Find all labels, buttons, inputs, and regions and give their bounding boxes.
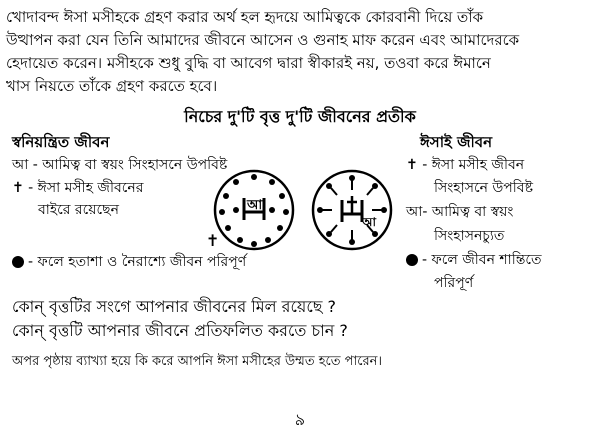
cross-icon: ✝	[12, 180, 24, 196]
right-item-christ	[406, 153, 524, 177]
page-number: ৯	[294, 410, 306, 429]
cross-icon: ✝	[406, 157, 418, 173]
left-item-christ-line2: বাইরে রয়েছেন	[38, 202, 119, 218]
left-item-christ	[12, 176, 143, 200]
section-heading: নিচের দু'টি বৃত্ত দু'টি জীবনের প্রতীক	[184, 107, 416, 126]
left-item-result-text: - ফলে হতাশা ও নৈরাশ্যে জীবন পরিপূর্ণ	[28, 254, 247, 270]
right-item-result-line2: পরিপূর্ণ	[434, 275, 474, 291]
intro-line: উত্থাপন করা যেন তিনি আমাদের জীবনে আসেন ও গুনাহ মাফ করেন এবং আমাদেরকে	[6, 31, 520, 49]
bullet-icon	[12, 256, 24, 268]
cross-icon: ✝	[206, 231, 220, 250]
two-circles-diagram	[206, 166, 402, 266]
christian-life-circle	[313, 171, 391, 249]
right-item-self-line1: আ- আমিত্ব বা স্বয়ং	[406, 204, 514, 220]
question-line: কোন্ বৃত্তটি আপনার জীবনে প্রতিফলিত করতে চান ?	[12, 321, 348, 340]
self-directed-circle	[215, 171, 293, 249]
intro-line: খোদাবন্দ ঈসা মসীহকে গ্রহণ করার অর্থ হল হৃদয়ে আমিত্বকে কোরবানী দিয়ে তাঁক	[6, 8, 484, 26]
left-item-christ-line1: - ঈসা মসীহ জীবনের	[23, 180, 144, 196]
self-label: আ	[247, 198, 263, 213]
intro-paragraph	[6, 6, 594, 98]
right-item-christ-line2: সিংহাসনে উপবিষ্ট	[434, 180, 533, 196]
intro-line: খাস নিয়তে তাঁকে গ্রহণ করতে হবে।	[6, 77, 218, 95]
bullet-icon	[406, 254, 418, 266]
right-item-result	[406, 248, 542, 272]
right-item-self-line2: সিংহাসনচ্যুত	[434, 228, 505, 244]
intro-line: হেদায়েত করেন। মসীহকে শুধু বুদ্ধি বা আবেগ দ্বারা স্বীকারই নয়, তওবা করে ঈমানে	[6, 54, 491, 72]
right-item-result-line1: - ফলে জীবন শান্তিতে	[422, 252, 542, 268]
right-column-title: ঈসাই জীবন	[420, 133, 493, 151]
question-line: কোন্ বৃত্তটির সংগে আপনার জীবনের মিল রয়েছে ?	[12, 297, 337, 316]
footnote: অপর পৃষ্ঠায় ব্যাখ্যা হয়ে কি করে আপনি ঈসা মসীহের উম্মত হতে পারেন।	[12, 354, 383, 369]
left-item-self: আ - আমিত্ব বা স্বয়ং সিংহাসনে উপবিষ্ট	[12, 157, 228, 173]
right-item-christ-line1: - ঈসা মসীহ জীবন	[422, 157, 525, 173]
self-label: আ	[362, 215, 376, 229]
left-column-title: স্বনিয়ন্ত্রিত জীবন	[12, 133, 110, 151]
